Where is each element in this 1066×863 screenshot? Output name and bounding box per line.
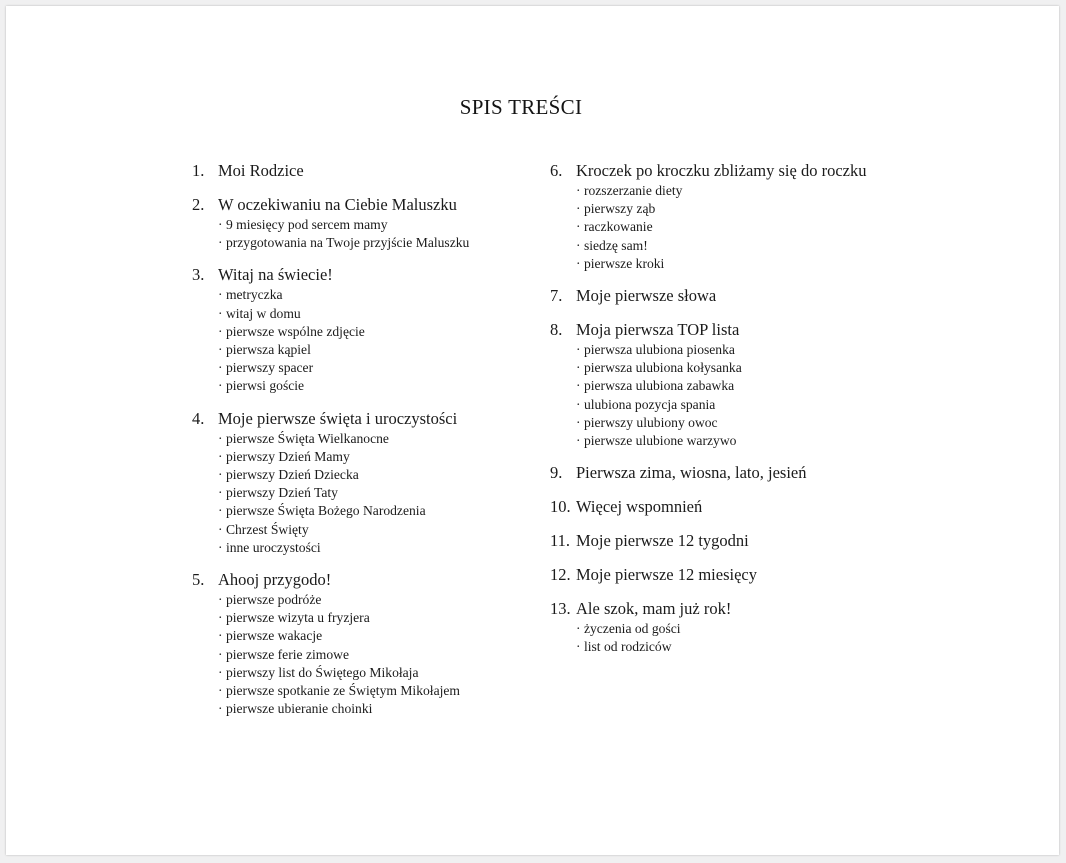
toc-subitem: · pierwsze spotkanie ze Świętym Mikołajem bbox=[218, 682, 532, 700]
toc-section-number: 1. bbox=[192, 161, 205, 180]
toc-subitem: · inne uroczystości bbox=[218, 539, 532, 557]
toc-subitem: · pierwsze ubieranie choinki bbox=[218, 700, 532, 718]
toc-section-label: Moje pierwsze święta i uroczystości bbox=[218, 408, 458, 428]
toc-section-number: 2. bbox=[192, 195, 205, 214]
toc-subitem: · życzenia od gości bbox=[576, 620, 930, 638]
toc-subitem: · pierwsze wspólne zdjęcie bbox=[218, 323, 532, 341]
toc-subitem: · pierwsza ulubiona piosenka bbox=[576, 341, 930, 359]
toc-subitem: · pierwszy ząb bbox=[576, 200, 930, 218]
toc-section-heading bbox=[192, 264, 532, 286]
toc-subitem: · pierwsza ulubiona kołysanka bbox=[576, 359, 930, 377]
toc-section bbox=[550, 598, 930, 656]
toc-subitem: · pierwszy Dzień Mamy bbox=[218, 448, 532, 466]
toc-section-number: 13. bbox=[550, 599, 571, 619]
toc-subitem-list bbox=[218, 591, 532, 718]
toc-subitem-list bbox=[218, 286, 532, 395]
toc-subitem: · pierwsze Święta Bożego Narodzenia bbox=[218, 502, 532, 520]
toc-section-number: 10. bbox=[550, 497, 571, 517]
toc-subitem: · pierwsze wizyta u fryzjera bbox=[218, 609, 532, 627]
toc-subitem-list bbox=[576, 182, 930, 273]
toc-section-number: 9. bbox=[550, 463, 563, 483]
toc-section-heading bbox=[550, 319, 930, 341]
toc-subitem: · pierwsze ferie zimowe bbox=[218, 646, 532, 664]
toc-section bbox=[550, 462, 930, 484]
toc-section bbox=[550, 160, 930, 273]
toc-section-heading bbox=[192, 408, 532, 430]
page-title: SPIS TREŚCI bbox=[459, 95, 583, 119]
toc-subitem: · siedzę sam! bbox=[576, 237, 930, 255]
toc-section bbox=[192, 194, 532, 252]
toc-section bbox=[192, 264, 532, 395]
toc-section-number: 8. bbox=[550, 320, 563, 340]
toc-section-heading bbox=[550, 530, 930, 552]
toc-subitem: · raczkowanie bbox=[576, 218, 930, 236]
toc-section-heading bbox=[550, 598, 930, 620]
toc-subitem: · pierwsze Święta Wielkanocne bbox=[218, 430, 532, 448]
toc-section-label: Moje pierwsze 12 tygodni bbox=[576, 531, 749, 551]
toc-subitem: · przygotowania na Twoje przyjście Maluszku bbox=[218, 234, 532, 252]
toc-section-heading bbox=[550, 462, 930, 484]
toc-subitem: · pierwszy Dzień Dziecka bbox=[218, 466, 532, 484]
toc-subitem-list bbox=[576, 341, 930, 450]
toc-section bbox=[550, 285, 930, 307]
toc-section-label: Moi Rodzice bbox=[218, 161, 304, 180]
toc-section-heading bbox=[550, 496, 930, 518]
toc-section-number: 4. bbox=[192, 408, 205, 428]
toc-section-heading bbox=[550, 564, 930, 586]
toc-section-number: 11. bbox=[550, 531, 571, 551]
toc-subitem: · pierwszy ulubiony owoc bbox=[576, 414, 930, 432]
toc-subitem: · ulubiona pozycja spania bbox=[576, 396, 930, 414]
toc-subitem: · list od rodziców bbox=[576, 638, 930, 656]
toc-section-label: Moja pierwsza TOP lista bbox=[576, 320, 740, 340]
toc-subitem: · 9 miesięcy pod sercem mamy bbox=[218, 216, 532, 234]
toc-subitem: · pierwsi goście bbox=[218, 377, 532, 395]
toc-subitem: · pierwsza kąpiel bbox=[218, 341, 532, 359]
toc-subitem: · pierwsze ulubione warzywo bbox=[576, 432, 930, 450]
toc-section-heading bbox=[550, 160, 930, 182]
toc-section bbox=[192, 408, 532, 557]
toc-section-heading bbox=[192, 160, 532, 182]
toc-section-number: 3. bbox=[192, 265, 205, 285]
toc-section-label: Moje pierwsze 12 miesięcy bbox=[576, 565, 757, 585]
toc-subitem: · metryczka bbox=[218, 286, 532, 304]
toc-subitem-list bbox=[576, 620, 930, 656]
toc-section-number: 7. bbox=[550, 286, 563, 306]
toc-section-number: 12. bbox=[550, 565, 571, 585]
toc-subitem: · pierwsze kroki bbox=[576, 255, 930, 273]
toc-section-label: Ahooj przygodo! bbox=[218, 570, 332, 590]
toc-subitem: · pierwsza ulubiona zabawka bbox=[576, 377, 930, 395]
toc-subitem: · rozszerzanie diety bbox=[576, 182, 930, 200]
toc-section-number: 5. bbox=[192, 570, 205, 590]
toc-section bbox=[192, 160, 532, 182]
toc-section-label: W oczekiwaniu na Ciebie Maluszku bbox=[218, 195, 457, 214]
toc-section-heading bbox=[550, 285, 930, 307]
toc-section bbox=[192, 569, 532, 718]
toc-section-label: Witaj na świecie! bbox=[218, 265, 333, 285]
toc-section-label: Kroczek po kroczku zbliżamy się do roczku bbox=[576, 161, 867, 180]
toc-subitem: · witaj w domu bbox=[218, 305, 532, 323]
toc-section-label: Moje pierwsze słowa bbox=[576, 286, 717, 306]
toc-section bbox=[550, 564, 930, 586]
toc-section-label: Ale szok, mam już rok! bbox=[576, 599, 732, 619]
toc-section bbox=[550, 319, 930, 450]
toc-section-label: Pierwsza zima, wiosna, lato, jesień bbox=[576, 463, 807, 483]
toc-subitem-list bbox=[218, 216, 532, 252]
toc-subitem: · Chrzest Święty bbox=[218, 521, 532, 539]
toc-subitem: · pierwszy spacer bbox=[218, 359, 532, 377]
toc-subitem: · pierwsze podróże bbox=[218, 591, 532, 609]
toc-section-label: Więcej wspomnień bbox=[576, 497, 703, 517]
toc-subitem: · pierwsze wakacje bbox=[218, 627, 532, 645]
toc-section-heading bbox=[192, 569, 532, 591]
toc-column-left bbox=[192, 160, 532, 730]
toc-subitem: · pierwszy Dzień Taty bbox=[218, 484, 532, 502]
toc-section-heading bbox=[192, 194, 532, 216]
toc-section bbox=[550, 530, 930, 552]
toc-subitem: · pierwszy list do Świętego Mikołaja bbox=[218, 664, 532, 682]
toc-section-number: 6. bbox=[550, 161, 563, 180]
toc-subitem-list bbox=[218, 430, 532, 557]
toc-section bbox=[550, 496, 930, 518]
document-page bbox=[6, 6, 1059, 855]
toc-column-right bbox=[550, 160, 930, 669]
